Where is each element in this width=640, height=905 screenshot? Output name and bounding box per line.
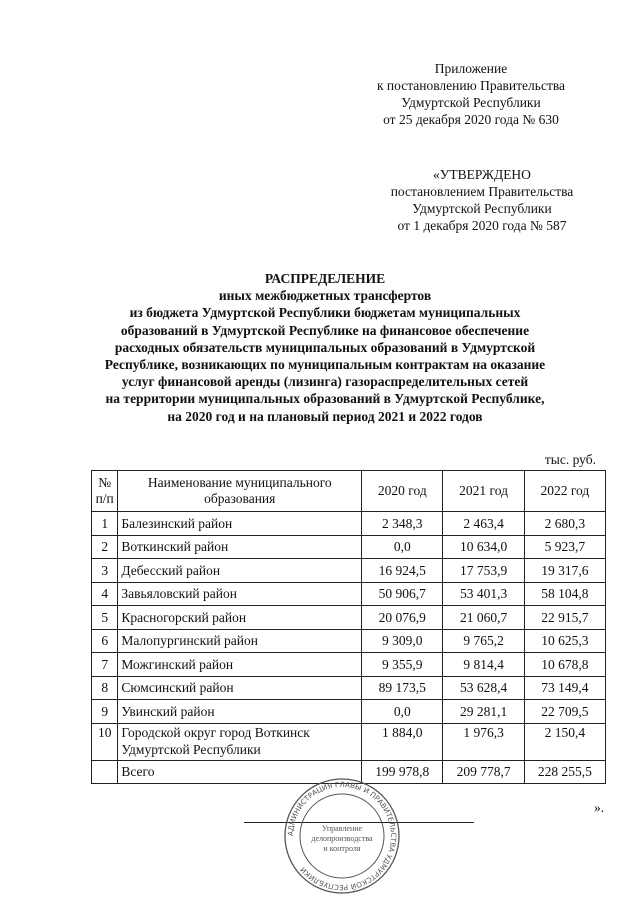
row-number: 1 [92,512,118,536]
row-2020: 20 076,9 [362,606,443,630]
title-line: из бюджета Удмуртской Республики бюджетам муниципальных [129,305,521,321]
table-row [92,535,606,559]
title-line: образований в Удмуртской Республике на финансовое обеспечение [120,322,530,338]
row-name: Завьяловский район [118,582,362,606]
row-2022: 22 709,5 [524,700,605,724]
title-line: РАСПРЕДЕЛЕНИЕ [264,271,386,286]
appendix-line: к постановлению Правительства [376,78,566,93]
row-2021: 53 401,3 [443,582,524,606]
row-number: 3 [92,559,118,583]
row-2020: 1 884,0 [362,723,443,760]
row-number: 4 [92,582,118,606]
row-2020: 89 173,5 [362,676,443,700]
appendix-line: Приложение [434,61,508,76]
row-2022: 58 104,8 [524,582,605,606]
row-number: 5 [92,606,118,630]
title-line: на 2020 год и на плановый период 2021 и 2022 годов [167,408,483,424]
row-name: Балезинский район [118,512,362,536]
row-name-line2: Удмуртской Республики [121,741,261,757]
header-num-line1: № [98,475,112,490]
stamp-ring-text: АДМИНИСТРАЦИЯ ГЛАВЫ И ПРАВИТЕЛЬСТВА УДМУРТСКОЙ РЕСПУБЛИКИ [285,779,399,893]
row-2020: 0,0 [362,700,443,724]
row-name: Увинский район [118,700,362,724]
row-2022: 5 923,7 [524,535,605,559]
table-header-row [92,471,606,512]
title-line: на территории муниципальных образований в Удмуртской Республике, [105,391,545,407]
row-2022: 2 680,3 [524,512,605,536]
total-2021: 209 778,7 [443,760,524,784]
row-2022: 22 915,7 [524,606,605,630]
row-name: Воткинский район [118,535,362,559]
table-row [92,582,606,606]
row-name: Дебесский район [118,559,362,583]
official-stamp [282,776,402,896]
table-row [92,606,606,630]
title-line: иных межбюджетных трансфертов [218,288,432,304]
total-2020: 199 978,8 [362,760,443,784]
title-line: расходных обязательств муниципальных образований в Удмуртской [114,339,536,355]
total-number [92,760,118,784]
row-number: 7 [92,653,118,677]
row-2021: 1 976,3 [443,723,524,760]
title-line: Республике, возникающих по муниципальным контрактам на оказание [104,357,546,373]
approved-line: от 1 декабря 2020 года № 587 [397,218,567,233]
row-2021: 10 634,0 [443,535,524,559]
total-label: Всего [118,760,362,784]
row-2022: 19 317,6 [524,559,605,583]
header-2022: 2022 год [524,471,605,512]
appendix-line: от 25 декабря 2020 года № 630 [383,112,559,127]
row-name [118,723,362,760]
row-2021: 9 814,4 [443,653,524,677]
row-name-line1: Городской округ город Воткинск [121,724,310,740]
stamp-text-line2: делопроизводства [311,834,373,843]
approved-block [382,166,582,234]
table-row [92,723,606,760]
row-number: 6 [92,629,118,653]
table-row [92,559,606,583]
row-2021: 21 060,7 [443,606,524,630]
row-name: Сюмсинский район [118,676,362,700]
table-row [92,676,606,700]
row-number: 8 [92,676,118,700]
header-name-line2: образования [204,491,276,506]
row-2021: 2 463,4 [443,512,524,536]
row-2020: 50 906,7 [362,582,443,606]
header-2021: 2021 год [443,471,524,512]
row-2022: 10 625,3 [524,629,605,653]
header-name [118,471,362,512]
distribution-table [91,470,606,784]
units-label: тыс. руб. [544,452,596,467]
row-2022: 10 678,8 [524,653,605,677]
row-number: 9 [92,700,118,724]
approved-line: Удмуртской Республики [412,201,552,216]
row-2022: 2 150,4 [524,723,605,760]
table-row [92,629,606,653]
header-2020: 2020 год [362,471,443,512]
row-2021: 29 281,1 [443,700,524,724]
header-num [92,471,118,512]
header-name-line1: Наименование муниципального [147,475,332,490]
table-row [92,512,606,536]
row-2021: 17 753,9 [443,559,524,583]
row-2020: 9 355,9 [362,653,443,677]
document-title [60,270,590,425]
row-number: 10 [92,723,118,760]
appendix-block [360,60,582,128]
row-name: Красногорский район [118,606,362,630]
row-name: Можгинский район [118,653,362,677]
header-num-line2: п/п [95,491,114,506]
row-2020: 0,0 [362,535,443,559]
table-row [92,653,606,677]
stamp-text-line1: Управление [321,824,363,833]
approved-line: постановлением Правительства [390,184,574,199]
row-2020: 9 309,0 [362,629,443,653]
stamp-text-line3: и контроля [323,844,361,853]
closing-quote: ». [594,800,605,815]
row-2021: 9 765,2 [443,629,524,653]
row-name: Малопургинский район [118,629,362,653]
table-row [92,700,606,724]
row-2020: 16 924,5 [362,559,443,583]
row-number: 2 [92,535,118,559]
appendix-line: Удмуртской Республики [401,95,541,110]
approved-line: «УТВЕРЖДЕНО [433,167,531,182]
row-2021: 53 628,4 [443,676,524,700]
total-2022: 228 255,5 [524,760,605,784]
row-2022: 73 149,4 [524,676,605,700]
title-line: услуг финансовой аренды (лизинга) газораспределительных сетей [121,374,529,390]
row-2020: 2 348,3 [362,512,443,536]
